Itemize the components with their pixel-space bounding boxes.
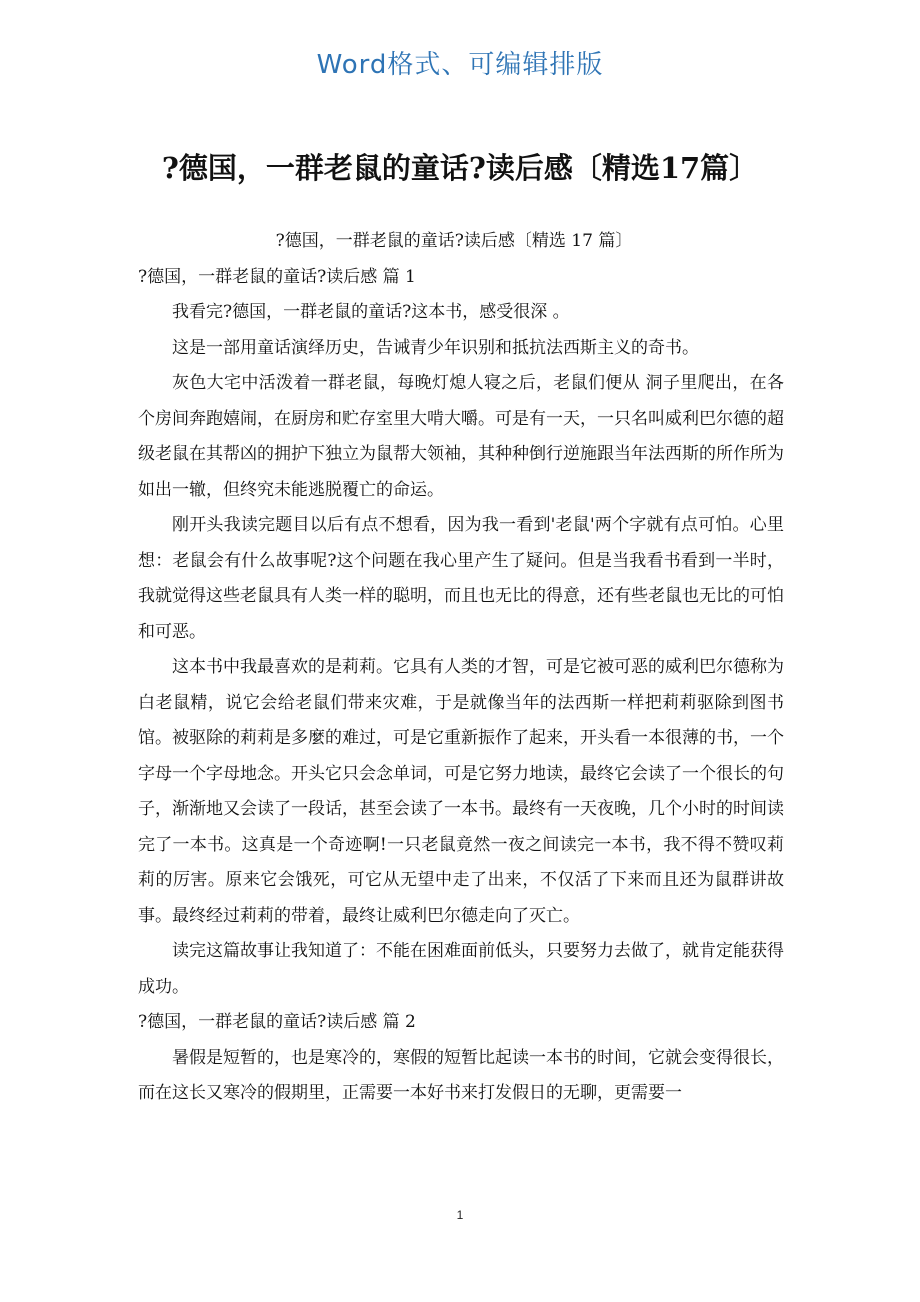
document-body — [138, 224, 784, 1112]
page-number: 1 — [456, 1208, 464, 1222]
paragraph: 灰色大宅中活泼着一群老鼠，每晚灯熄人寝之后，老鼠们便从 洞子里爬出，在各个房间奔跑嬉闹，在厨房和贮存室里大啃大嚼。可是有一天，一只名叫威利巴尔德的超级老鼠在其帮凶的拥护下独立为鼠帮大领袖，其种种倒行逆施跟当年法西斯的所作所为如出一辙，但终究未能逃脱覆亡的命运。 — [138, 373, 784, 500]
format-banner: Word格式、可编辑排版 — [316, 50, 604, 80]
paragraph: 这本书中我最喜欢的是莉莉。它具有人类的才智，可是它被可恶的威利巴尔德称为白老鼠精，说它会给老鼠们带来灾难，于是就像当年的法西斯一样把莉莉驱除到图书馆。被驱除的莉莉是多麼的难过，可是它重新振作了起来，开头看一本很薄的书，一个字母一个字母地念。开头它只会念单词，可是它努力地读，最终它会读了一个很长的句子，渐渐地又会读了一段话，甚至会读了一本书。最终有一天夜晚，几个小时的时间读完了一本书。这真是一个奇迹啊!一只老鼠竟然一夜之间读完一本书，我不得不赞叹莉莉的厉害。原来它会饿死，可它从无望中走了出来，不仅活了下来而且还为鼠群讲故事。最终经过莉莉的带着，最终让威利巴尔德走向了灭亡。 — [138, 657, 784, 926]
paragraph: 暑假是短暂的，也是寒冷的，寒假的短暂比起读一本书的时间，它就会变得很长，而在这长又寒冷的假期里，正需要一本好书来打发假日的无聊，更需要一 — [138, 1047, 784, 1103]
paragraph: 读完这篇故事让我知道了：不能在困难面前低头，只要努力去做了，就肯定能获得成功。 — [138, 941, 784, 997]
paragraph: 这是一部用童话演绎历史，告诫青少年识别和抵抗法西斯主义的奇书。 — [172, 337, 699, 358]
section-heading-1: ?德国，一群老鼠的童话?读后感 篇 1 — [138, 266, 416, 287]
section-heading-2: ?德国，一群老鼠的童话?读后感 篇 2 — [138, 1012, 416, 1032]
paragraph: 我看完?德国，一群老鼠的童话?这本书，感受很深 。 — [172, 302, 570, 322]
paragraph: 刚开头我读完题目以后有点不想看，因为我一看到'老鼠'两个字就有点可怕。心里想：老鼠会有什么故事呢?这个问题在我心里产生了疑问。但是当我看书看到一半时，我就觉得这些老鼠具有人类一样的聪明，而且也无比的得意，还有些老鼠也无比的可怕和可恶。 — [138, 515, 784, 642]
document-subtitle: ?德国，一群老鼠的童话?读后感〔精选 17 篇〕 — [275, 231, 633, 251]
document-title: ?德国，一群老鼠的童话?读后感〔精选17篇〕 — [161, 151, 759, 185]
